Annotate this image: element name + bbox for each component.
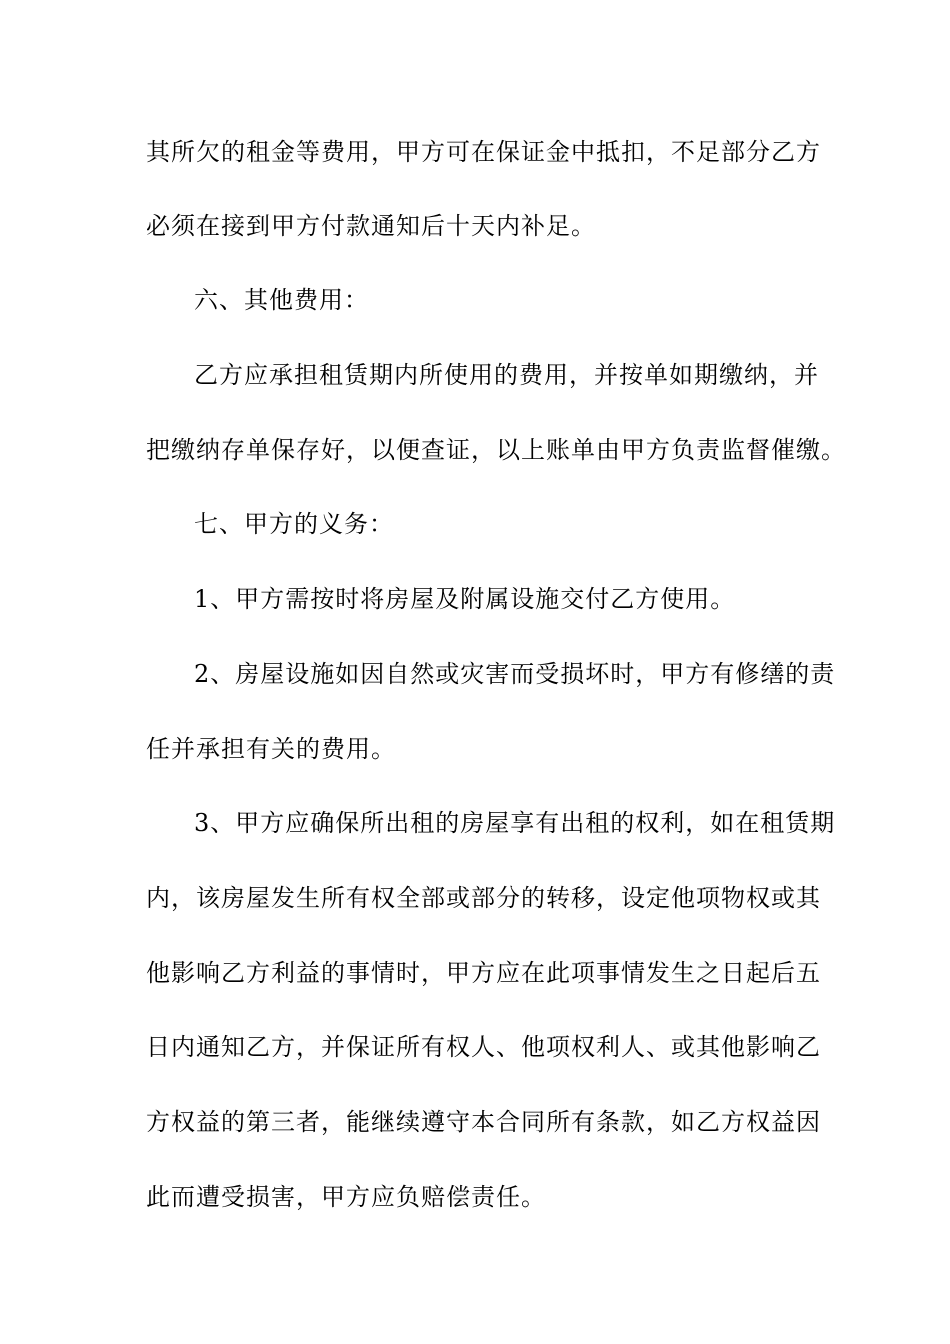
- text-line: 任并承担有关的费用。: [146, 735, 396, 763]
- text-line: 乙方应承担租赁期内所使用的费用，并按单如期缴纳，并: [194, 361, 819, 389]
- text-line: 他影响乙方利益的事情时，甲方应在此项事情发生之日起后五: [146, 959, 821, 987]
- section-heading: 七、甲方的义务：: [194, 510, 394, 538]
- text-line: 内，该房屋发生所有权全部或部分的转移，设定他项物权或其: [146, 884, 821, 912]
- text-line: 日内通知乙方，并保证所有权人、他项权利人、或其他影响乙: [146, 1033, 821, 1061]
- text-line: 把缴纳存单保存好，以便查证，以上账单由甲方负责监督催缴。: [146, 436, 846, 464]
- text-line: 3、甲方应确保所出租的房屋享有出租的权利，如在租赁期: [194, 809, 836, 837]
- text-line: 此而遭受损害，甲方应负赔偿责任。: [146, 1183, 546, 1211]
- section-heading: 六、其他费用：: [194, 286, 369, 314]
- text-line: 2、房屋设施如因自然或灾害而受损坏时，甲方有修缮的责: [194, 660, 836, 688]
- text-line: 方权益的第三者，能继续遵守本合同所有条款，如乙方权益因: [146, 1108, 821, 1136]
- text-line: 其所欠的租金等费用，甲方可在保证金中抵扣，不足部分乙方: [146, 138, 821, 166]
- text-line: 1、甲方需按时将房屋及附属设施交付乙方使用。: [194, 585, 736, 613]
- text-line: 必须在接到甲方付款通知后十天内补足。: [146, 212, 596, 240]
